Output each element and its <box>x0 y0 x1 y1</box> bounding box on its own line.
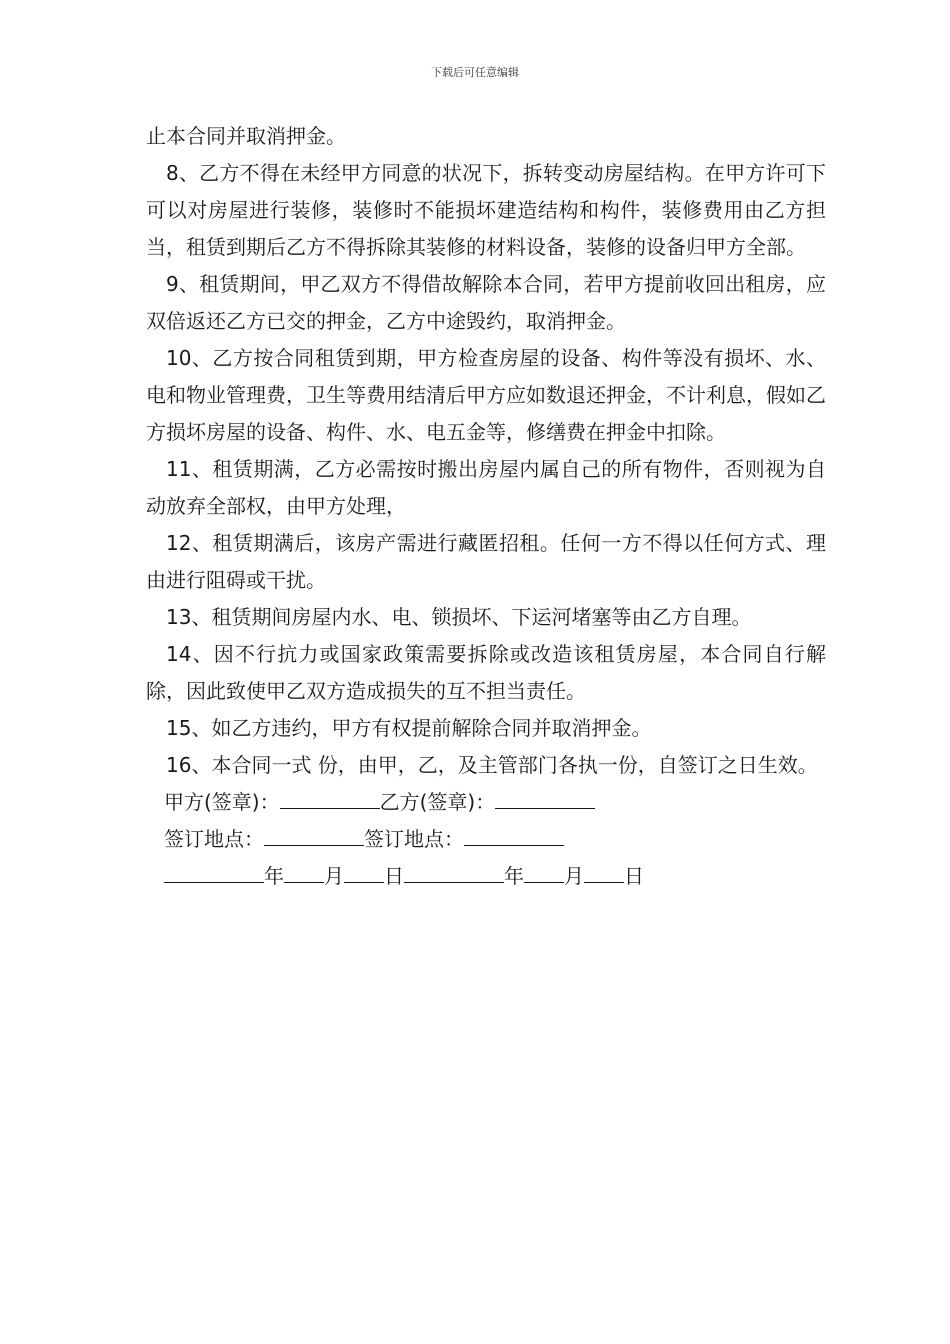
day-label: 日 <box>624 864 644 888</box>
day-label: 日 <box>384 864 404 888</box>
paragraph-continuation: 止本合同并取消押金。 <box>146 124 346 148</box>
month-label: 月 <box>324 864 344 888</box>
party-a-month-blank <box>284 858 324 883</box>
page-header: 下载后可任意编辑 <box>431 66 519 79</box>
signing-date-line <box>146 858 826 895</box>
signature-line <box>146 784 826 821</box>
party-b-signature-blank <box>495 784 595 809</box>
clause-10: 10、乙方按合同租赁到期，甲方检查房屋的设备、构件等没有损坏、水、电和物业管理费，卫生等费用结清后甲方应如数退还押金，不计利息，假如乙方损坏房屋的设备、构件、水、电五金等，修缮费在押金中扣除。 <box>146 346 826 444</box>
party-b-place-blank <box>464 821 564 846</box>
party-b-month-blank <box>524 858 564 883</box>
party-b-signature-label: 乙方(签章)： <box>379 790 496 814</box>
party-a-day-blank <box>344 858 384 883</box>
party-b-place-label: 签订地点： <box>364 827 464 851</box>
clause-11: 11、租赁期满，乙方必需按时搬出房屋内属自己的所有物件，否则视为自动放弃全部权，由甲方处理， <box>146 457 826 518</box>
clause-16: 16、本合同一式 份，由甲，乙，及主管部门各执一份，自签订之日生效。 <box>166 753 818 777</box>
clause-15: 15、如乙方违约，甲方有权提前解除合同并取消押金。 <box>166 716 652 740</box>
party-a-signature-blank <box>280 784 380 809</box>
clause-8: 8、乙方不得在未经甲方同意的状况下，拆转变动房屋结构。在甲方许可下可以对房屋进行装修，装修时不能损坏建造结构和构件，装修费用由乙方担当，租赁到期后乙方不得拆除其装修的材料设备，装修的设备归甲方全部。 <box>146 161 826 259</box>
signing-place-line <box>146 821 826 858</box>
year-label: 年 <box>504 864 524 888</box>
month-label: 月 <box>564 864 584 888</box>
party-a-place-blank <box>264 821 364 846</box>
year-label: 年 <box>264 864 284 888</box>
clause-14: 14、因不行抗力或国家政策需要拆除或改造该租赁房屋，本合同自行解除，因此致使甲乙双方造成损失的互不担当责任。 <box>146 642 826 703</box>
party-a-place-label: 签订地点： <box>164 827 264 851</box>
clause-13: 13、租赁期间房屋内水、电、锁损坏、下运河堵塞等由乙方自理。 <box>166 605 752 629</box>
party-a-signature-label: 甲方(签章)： <box>164 790 280 814</box>
party-b-year-blank <box>404 858 504 883</box>
party-a-year-blank <box>164 858 264 883</box>
clause-12: 12、租赁期满后，该房产需进行藏匿招租。任何一方不得以任何方式、理由进行阻碍或干扰。 <box>146 531 826 592</box>
clause-9: 9、租赁期间，甲乙双方不得借故解除本合同，若甲方提前收回出租房，应双倍返还乙方已交的押金，乙方中途毁约，取消押金。 <box>146 272 826 333</box>
document-body <box>146 118 826 895</box>
party-b-day-blank <box>584 858 624 883</box>
